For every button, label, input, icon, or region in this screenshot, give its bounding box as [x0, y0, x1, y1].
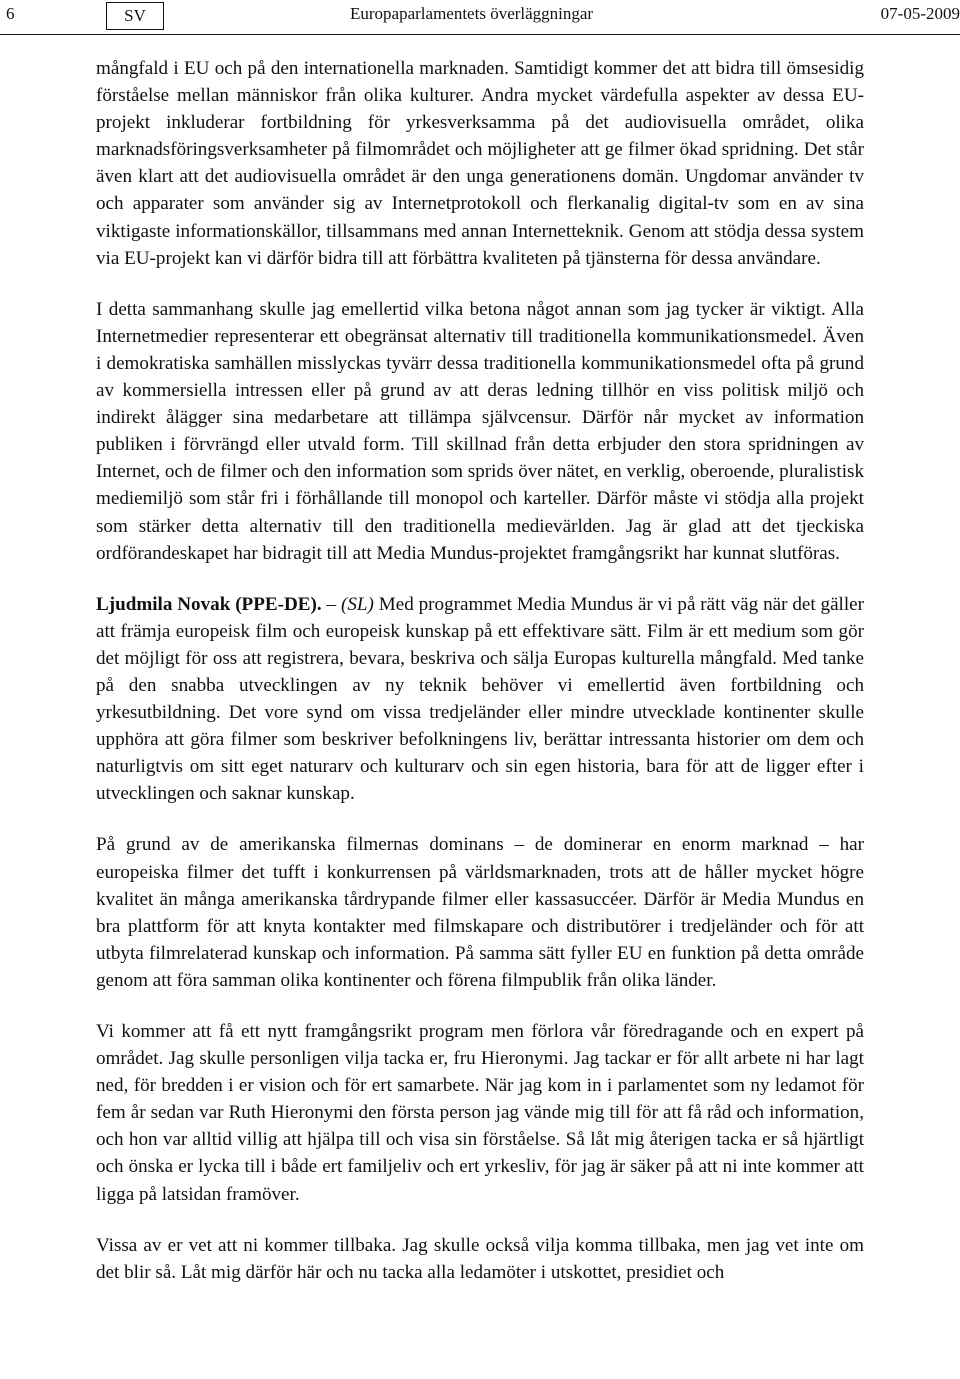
speaker-dash: –	[326, 593, 337, 615]
language-tag: (SL)	[340, 593, 374, 615]
language-code-box: SV	[106, 2, 164, 30]
paragraph-1: mångfald i EU och på den internationella marknaden. Samtidigt kommer det att bidra till ömsesidig förståelse mellan människor från olika kulturer. Andra mycket värdefulla aspekter av dessa EU-projekt inkluderar fortbildning för yrkesverksamma på det audiovisuella området, olika marknadsföringsverksamheter på filmområdet och möjligheter att ge filmer ökad spridning. Det står även klart att det audiovisuella området är den unga generationens domän. Ungdomar använder tv och apparater som använder sig av Internetprotokoll och flerkanalig digital-tv som en av sina viktigaste informationskällor, tillsammans med annan Internetteknik. Genom att stödja dessa system via EU-projekt kan vi därför bidra till att förbättra kvaliteten på tjänsterna för dessa användare.	[96, 58, 864, 269]
speaker-name: Ljudmila Novak (PPE-DE).	[96, 593, 322, 615]
document-title: Europaparlamentets överläggningar	[350, 4, 594, 23]
speech-paragraph-2: På grund av de amerikanska filmernas dominans – de dominerar en enorm marknad – har europeiska filmer det tufft i konkurrensen på världsmarknaden, trots att de håller mycket högre kvalitet än många amerikanska tårdrypande filmer eller kassasuccéer. Därför är Media Mundus en bra plattform för att knyta kontakter med filmskapare och distributörer i tredjeländer och för att utbyta filmrelaterad kunskap och information. På samma sätt fyller EU en funktion på detta område genom att föra samman olika kontinenter och förena filmpublik från olika länder.	[96, 834, 864, 991]
document-date: 07-05-2009	[880, 4, 960, 23]
document-body	[96, 55, 864, 1310]
speech-opening-text: Med programmet Media Mundus är vi på rätt väg när det gäller att främja europeisk film och europeisk kunskap på ett effektivare sätt. Film är ett medium som gör det möjligt för oss att registrera, bevara, beskriva och sälja Europas kulturella mångfald. Med tanke på den snabba utvecklingen av ny teknik behöver vi emellertid även fortbildning och yrkesutbildning. Det vore synd om vissa tredjeländer eller mindre utvecklade kontinenter skulle upphöra att göra filmer som beskriver befolkningens liv, berättar intressanta historier om dem och naturligtvis om sitt eget naturarv och kulturarv och sin egen historia, bara för att de ligger efter i utvecklingen och saknar kunskap.	[96, 593, 864, 805]
speech-opening-paragraph	[96, 591, 864, 808]
paragraph-2: I detta sammanhang skulle jag emellertid vilka betona något annan som jag tycker är viktigt. Alla Internetmedier representerar ett obegränsat alternativ till traditionella kommunikationsmedel. Även i demokratiska samhällen misslyckas tyvärr dessa traditionella kommunikationsmedel ofta på grund av kommersiella intressen eller på grund av att deras ledning tillhör en viss politisk miljö och indirekt ålägger sina medarbetare att tillämpa självcensur. Därför når mycket av information publiken i förvrängd eller utvald form. Till skillnad från detta erbjuder den stora spridningen av Internet, och de filmer och den information som sprids över nätet, en verklig, oberoende, pluralistisk mediemiljö som står fri i förhållande till monopol och karteller. Därför måste vi stödja alla projekt som stärker detta alternativ till den traditionella medievärlden. Jag är glad att det tjeckiska ordförandeskapet har bidragit till att Media Mundus-projektet framgångsrikt har kunnat slutföras.	[96, 298, 864, 564]
speech-paragraph-4: Vissa av er vet att ni kommer tillbaka. Jag skulle också vilja komma tillbaka, men jag vet inte om det blir så. Låt mig därför här och nu tacka alla ledamöter i utskottet, presidiet och	[96, 1234, 864, 1283]
page-number: 6	[6, 4, 15, 23]
speech-paragraph-3: Vi kommer att få ett nytt framgångsrikt program men förlora vår föredragande och en expert på området. Jag skulle personligen vilja tacka er, fru Hieronymi. Jag tackar er för allt arbete ni har lagt ned, för bredden i er vision och för ert samarbete. När jag kom in i parlamentet som ny ledamot för fem år sedan var Ruth Hieronymi den första person jag vände mig till för att få råd och information, och hon var alltid villig att hjälpa till och visa sin förståelse. Så låt mig återigen tacka er så hjärtligt och önska er lycka till i både ert familjeliv och ert yrkesliv, för jag är säker på att ni inte kommer att ligga på latsidan framöver.	[96, 1021, 864, 1205]
page-header	[0, 0, 960, 35]
